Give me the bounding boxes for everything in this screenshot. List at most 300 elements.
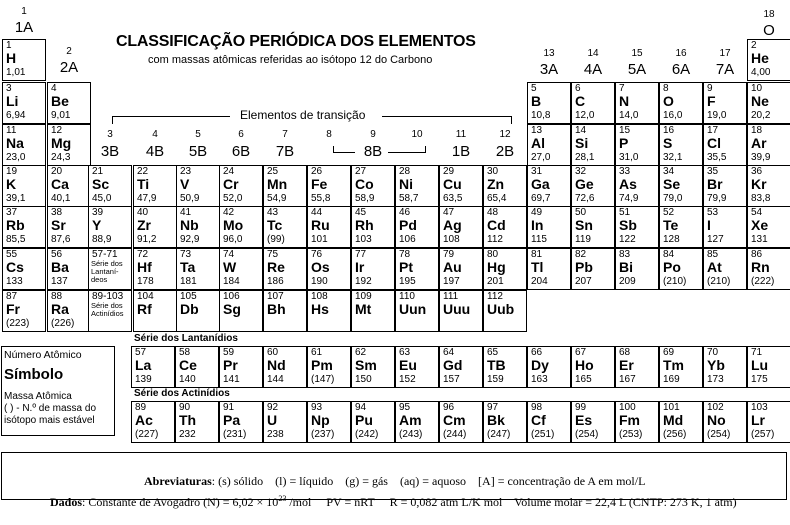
atomic-mass: (231)	[223, 429, 247, 440]
transition-bracket-right	[382, 116, 512, 117]
atomic-number: 71	[751, 347, 763, 358]
atomic-mass: 101	[311, 234, 328, 245]
group-8b-bracket-left	[333, 152, 355, 153]
page-subtitle: com massas atômicas referidas ao isótopo 12 do Carbono	[148, 54, 433, 66]
element-cell-gd	[439, 346, 483, 388]
element-cell-dy	[527, 346, 571, 388]
element-symbol: Cm	[443, 412, 466, 428]
element-symbol: Ag	[443, 217, 462, 233]
atomic-number: 54	[751, 207, 763, 218]
atomic-mass: 140	[179, 374, 196, 385]
atomic-number: 24	[223, 166, 235, 177]
transition-bracket-left	[112, 116, 230, 117]
atomic-mass: (253)	[619, 429, 643, 440]
element-cell-tm	[659, 346, 703, 388]
element-cell-ba	[47, 248, 91, 290]
element-cell-cs	[2, 248, 46, 290]
element-cell-pt	[395, 248, 439, 290]
atomic-number: 20	[51, 166, 63, 177]
atomic-number: 55	[6, 249, 18, 260]
element-cell-ca	[47, 165, 91, 207]
atomic-mass: 141	[223, 374, 240, 385]
atomic-mass: (244)	[443, 429, 467, 440]
atomic-number: 16	[663, 125, 675, 136]
element-symbol: Ra	[51, 301, 69, 317]
element-symbol: Db	[180, 301, 199, 317]
atomic-mass: 186	[267, 276, 284, 287]
atomic-number: 79	[443, 249, 455, 260]
atomic-number: 1	[6, 40, 12, 51]
element-cell-no	[703, 401, 747, 443]
atomic-number: 89	[135, 402, 147, 413]
legend-atomic-number: Número Atômico	[4, 349, 82, 361]
element-symbol: Ta	[180, 259, 196, 275]
element-cell-pa	[219, 401, 263, 443]
atomic-mass: 9,01	[51, 110, 71, 121]
element-symbol: Ne	[751, 93, 769, 109]
element-symbol: Es	[575, 412, 593, 428]
element-symbol: Fr	[6, 301, 20, 317]
element-symbol: Nd	[267, 357, 286, 373]
element-cell-uuu	[439, 290, 483, 332]
element-cell-pr	[219, 346, 263, 388]
atomic-mass: 16,0	[663, 110, 683, 121]
atomic-mass: (99)	[267, 234, 285, 245]
element-cell-tc	[263, 206, 307, 248]
group-number-11: 11	[455, 129, 467, 140]
element-cell-ag	[439, 206, 483, 248]
element-cell-f	[703, 82, 747, 124]
element-symbol: TB	[487, 357, 506, 373]
atomic-number: 73	[180, 249, 192, 260]
series-note: Série dos Lantaní- deos	[91, 259, 123, 284]
atomic-mass: 184	[223, 276, 240, 287]
atomic-number: 98	[531, 402, 543, 413]
atomic-number: 43	[267, 207, 279, 218]
actinides-label: Série dos Actinídios	[134, 388, 230, 399]
abbr-text: : (s) sólido (l) = líquido (g) = gás (aq) = aquoso [A] = concentração de A em mol/L	[211, 474, 646, 488]
atomic-number: 11	[6, 125, 17, 136]
atomic-mass: 24,3	[51, 152, 71, 163]
element-symbol: C	[575, 93, 586, 109]
element-cell-lr	[747, 401, 790, 443]
element-symbol: At	[707, 259, 722, 275]
element-cell-ta	[176, 248, 220, 290]
element-symbol: Cs	[6, 259, 24, 275]
group-number-1: 1	[21, 6, 27, 17]
element-symbol: Am	[399, 412, 422, 428]
atomic-mass: (256)	[663, 429, 687, 440]
atomic-number: 63	[399, 347, 411, 358]
element-symbol: W	[223, 259, 237, 275]
atomic-mass: 238	[267, 429, 284, 440]
element-cell-hg	[483, 248, 527, 290]
element-cell-be	[47, 82, 91, 124]
element-cell-cf	[527, 401, 571, 443]
legend-mass-3: isótopo mais estável	[4, 415, 95, 426]
element-symbol: Pa	[223, 412, 241, 428]
group-label-1: 1A	[14, 19, 34, 36]
atomic-mass: 58,7	[399, 193, 419, 204]
atomic-number: 74	[223, 249, 235, 260]
atomic-number: 103	[751, 402, 768, 413]
element-symbol: Lu	[751, 357, 769, 373]
element-cell-cu	[439, 165, 483, 207]
atomic-number: 104	[137, 291, 154, 302]
atomic-mass: (243)	[399, 429, 423, 440]
element-symbol: Sr	[51, 217, 66, 233]
element-cell-sn	[571, 206, 615, 248]
legend-mass-1: Massa Atômica	[4, 391, 72, 402]
element-cell-re	[263, 248, 307, 290]
group-label-4: 4B	[145, 143, 165, 160]
atomic-mass: 115	[531, 234, 547, 245]
element-symbol: Md	[663, 412, 684, 428]
element-cell-sr	[47, 206, 91, 248]
group-label-11: 1B	[451, 143, 471, 160]
atomic-mass: 52,0	[223, 193, 243, 204]
element-cell-lu	[747, 346, 790, 388]
atomic-mass: 106	[399, 234, 416, 245]
element-symbol: Mt	[355, 301, 372, 317]
atomic-mass: 103	[355, 234, 372, 245]
atomic-mass: 131	[751, 234, 768, 245]
atomic-mass: 169	[663, 374, 680, 385]
element-symbol: Tm	[663, 357, 684, 373]
atomic-mass: 175	[751, 374, 768, 385]
element-cell-nb	[176, 206, 220, 248]
element-cell-po	[659, 248, 703, 290]
element-symbol: U	[267, 412, 278, 428]
atomic-number: 65	[487, 347, 499, 358]
element-cell-md	[659, 401, 703, 443]
atomic-mass: 201	[487, 276, 504, 287]
atomic-mass: 190	[311, 276, 328, 287]
atomic-number: 82	[575, 249, 587, 260]
element-cell-ni	[395, 165, 439, 207]
element-cell-zn	[483, 165, 527, 207]
atomic-mass: 58,9	[355, 193, 375, 204]
atomic-mass: (226)	[51, 318, 75, 329]
group-number-8: 8	[326, 129, 332, 140]
atomic-mass: 4,00	[751, 67, 771, 78]
element-symbol: In	[531, 217, 544, 233]
atomic-mass: 32,1	[663, 152, 683, 163]
atomic-number: 78	[399, 249, 411, 260]
element-symbol: Po	[663, 259, 681, 275]
element-cell-fe	[307, 165, 351, 207]
element-cell-ce	[175, 346, 219, 388]
element-symbol: Tl	[531, 259, 544, 275]
atomic-mass: 87,6	[51, 234, 71, 245]
group-number-13: 13	[543, 48, 555, 59]
atomic-mass: 65,4	[487, 193, 507, 204]
atomic-number: 87	[6, 291, 18, 302]
atomic-number: 5	[531, 83, 537, 94]
atomic-mass: 150	[355, 374, 372, 385]
atomic-mass: 197	[443, 276, 460, 287]
element-cell-pd	[395, 206, 439, 248]
element-cell-pb	[571, 248, 615, 290]
atomic-number: 108	[311, 291, 328, 302]
group-8b-bracket-right	[388, 152, 426, 153]
element-symbol: Th	[179, 412, 197, 428]
atomic-mass: 55,8	[311, 193, 331, 204]
element-symbol: Bh	[267, 301, 286, 317]
atomic-mass: 122	[619, 234, 636, 245]
element-cell-ho	[571, 346, 615, 388]
element-cell-la	[131, 346, 175, 388]
element-symbol: He	[751, 50, 769, 66]
atomic-mass: 209	[619, 276, 636, 287]
atomic-mass: 204	[531, 276, 548, 287]
element-symbol: Si	[575, 135, 589, 151]
atomic-number: 17	[707, 125, 719, 136]
atomic-number: 69	[663, 347, 675, 358]
atomic-number: 109	[355, 291, 372, 302]
element-cell-sm	[351, 346, 395, 388]
element-symbol: Hs	[311, 301, 329, 317]
element-cell-yb	[703, 346, 747, 388]
element-symbol: Bk	[487, 412, 505, 428]
element-cell-rn	[747, 248, 790, 290]
element-symbol: Ce	[179, 357, 197, 373]
element-symbol: Ge	[575, 176, 594, 192]
atomic-number: 97	[487, 402, 499, 413]
atomic-mass: 45,0	[92, 193, 112, 204]
atomic-number: 112	[487, 291, 503, 302]
element-symbol: Ga	[531, 176, 550, 192]
element-symbol: H	[6, 50, 17, 66]
element-symbol: Be	[51, 93, 69, 109]
group-number-10: 10	[411, 129, 423, 140]
element-cell-tb	[483, 346, 527, 388]
group-number-7: 7	[282, 129, 288, 140]
element-symbol: Ni	[399, 176, 413, 192]
data-text-2: /mol PV = nRT R = 0,082 atm L/K mol Volume molar = 22,4 L (CNTP: 273 K, 1 atm)	[286, 495, 737, 509]
element-symbol: Rn	[751, 259, 770, 275]
element-symbol: Mo	[223, 217, 244, 233]
atomic-number: 62	[355, 347, 367, 358]
transition-bracket-right-tick	[511, 116, 512, 124]
element-cell-uub	[483, 290, 527, 332]
page-title: CLASSIFICAÇÃO PERIÓDICA DOS ELEMENTOS	[116, 33, 476, 50]
atomic-mass: 163	[531, 374, 548, 385]
atomic-mass: 167	[619, 374, 636, 385]
atomic-mass: 127	[707, 234, 724, 245]
atomic-number: 35	[707, 166, 719, 177]
atomic-number: 9	[707, 83, 713, 94]
atomic-number: 51	[619, 207, 631, 218]
element-cell-os	[307, 248, 351, 290]
atomic-number: 34	[663, 166, 675, 177]
element-symbol: Yb	[707, 357, 725, 373]
element-symbol: Al	[531, 135, 545, 151]
atomic-number: 33	[619, 166, 631, 177]
atomic-number: 26	[311, 166, 323, 177]
group-label-14: 4A	[583, 61, 603, 78]
element-symbol: Pr	[223, 357, 238, 373]
element-cell-co	[351, 165, 395, 207]
element-cell-cr	[219, 165, 263, 207]
group-number-15: 15	[631, 48, 643, 59]
element-symbol: Pt	[399, 259, 413, 275]
atomic-mass: 192	[355, 276, 372, 287]
element-symbol: Ir	[355, 259, 365, 275]
element-symbol: As	[619, 176, 637, 192]
atomic-number: 7	[619, 83, 625, 94]
atomic-number: 19	[6, 166, 18, 177]
element-symbol: K	[6, 176, 17, 192]
element-cell-uun	[395, 290, 439, 332]
footer-data-line	[32, 479, 737, 525]
element-cell-es	[571, 401, 615, 443]
atomic-mass: 10,8	[531, 110, 551, 121]
atomic-mass: 112	[487, 234, 503, 245]
element-symbol: Bi	[619, 259, 633, 275]
element-symbol: Zn	[487, 176, 505, 192]
group-number-17: 17	[719, 48, 731, 59]
atomic-number: 111	[443, 291, 459, 302]
atomic-mass: 165	[575, 374, 592, 385]
atomic-number: 36	[751, 166, 763, 177]
atomic-mass: 14,0	[619, 110, 639, 121]
element-cell-ge	[571, 165, 615, 207]
group-label-16: 6A	[671, 61, 691, 78]
atomic-number: 99	[575, 402, 587, 413]
element-cell-fm	[615, 401, 659, 443]
atomic-number: 15	[619, 125, 631, 136]
element-cell-ra	[47, 290, 91, 332]
atomic-number: 56	[51, 249, 63, 260]
atomic-number: 92	[267, 402, 279, 413]
atomic-mass: 47,9	[137, 193, 157, 204]
abbr-label: Abreviaturas	[144, 474, 212, 488]
atomic-number: 102	[707, 402, 724, 413]
atomic-number: 68	[619, 347, 631, 358]
element-symbol: Sg	[223, 301, 241, 317]
atomic-number: 89-103	[92, 291, 124, 302]
group-number-16: 16	[675, 48, 687, 59]
atomic-number: 37	[6, 207, 18, 218]
element-symbol: Y	[92, 217, 102, 233]
element-cell-hs	[307, 290, 351, 332]
element-cell-al	[527, 124, 571, 166]
group-label-7: 7B	[275, 143, 295, 160]
element-cell-sc	[88, 165, 132, 207]
atomic-number: 67	[575, 347, 587, 358]
element-symbol: N	[619, 93, 630, 109]
atomic-number: 100	[619, 402, 636, 413]
atomic-mass: 31,0	[619, 152, 639, 163]
atomic-number: 25	[267, 166, 279, 177]
element-symbol: Mn	[267, 176, 288, 192]
data-label: Dados	[50, 495, 83, 509]
atomic-number: 93	[311, 402, 323, 413]
element-cell-th	[175, 401, 219, 443]
atomic-number: 47	[443, 207, 455, 218]
atomic-number: 8	[663, 83, 669, 94]
atomic-mass: 152	[399, 374, 416, 385]
element-symbol: Uuu	[443, 301, 471, 317]
atomic-mass: 144	[267, 374, 284, 385]
atomic-mass: 83,8	[751, 193, 771, 204]
element-cell-si	[571, 124, 615, 166]
element-cell-xe	[747, 206, 790, 248]
element-symbol: Re	[267, 259, 285, 275]
atomic-number: 45	[355, 207, 367, 218]
element-symbol: Pm	[311, 357, 333, 373]
element-cell-te	[659, 206, 703, 248]
element-symbol: Cd	[487, 217, 506, 233]
element-cell-n	[615, 82, 659, 124]
atomic-number: 83	[619, 249, 631, 260]
element-cell-rh	[351, 206, 395, 248]
atomic-mass: 50,9	[180, 193, 200, 204]
element-symbol: Li	[6, 93, 19, 109]
element-symbol: Gd	[443, 357, 463, 373]
element-symbol: Sb	[619, 217, 637, 233]
element-cell-ac	[131, 401, 175, 443]
element-cell-ti	[133, 165, 177, 207]
element-symbol: Sn	[575, 217, 593, 233]
element-symbol: Se	[663, 176, 681, 192]
atomic-number: 46	[399, 207, 411, 218]
transition-bracket-left-tick	[112, 116, 113, 124]
atomic-mass: 19,0	[707, 110, 727, 121]
atomic-mass: 181	[180, 276, 197, 287]
atomic-mass: 139	[135, 374, 152, 385]
element-symbol: Ru	[311, 217, 330, 233]
group-label-12: 2B	[495, 143, 515, 160]
atomic-number: 80	[487, 249, 499, 260]
group-number-14: 14	[587, 48, 599, 59]
group-number-12: 12	[499, 129, 511, 140]
element-cell-h	[2, 39, 46, 81]
atomic-mass: 39,1	[6, 193, 26, 204]
element-symbol: B	[531, 93, 542, 109]
atomic-number: 28	[399, 166, 411, 177]
element-cell-mo	[219, 206, 263, 248]
group-number-18: 18	[763, 9, 775, 20]
group-label-6: 6B	[231, 143, 251, 160]
atomic-number: 61	[311, 347, 323, 358]
legend-symbol: Símbolo	[4, 366, 64, 383]
element-symbol: Ti	[137, 176, 150, 192]
element-cell-mt	[351, 290, 395, 332]
atomic-number: 57-71	[92, 249, 118, 260]
element-cell-er	[615, 346, 659, 388]
element-symbol: Te	[663, 217, 679, 233]
group-label-15: 5A	[627, 61, 647, 78]
element-symbol: Na	[6, 135, 24, 151]
atomic-number: 110	[399, 291, 415, 302]
element-symbol: Hg	[487, 259, 506, 275]
atomic-number: 86	[751, 249, 763, 260]
atomic-mass: (242)	[355, 429, 379, 440]
group-label-17: 7A	[715, 61, 735, 78]
element-cell-sg	[219, 290, 263, 332]
atomic-mass: 128	[663, 234, 680, 245]
element-cell-ir	[351, 248, 395, 290]
atomic-mass: 27,0	[531, 152, 551, 163]
element-symbol: Ar	[751, 135, 767, 151]
element-symbol: Nb	[180, 217, 199, 233]
atomic-mass: (227)	[135, 429, 159, 440]
element-cell-se	[659, 165, 703, 207]
element-cell-am	[395, 401, 439, 443]
element-cell-bi	[615, 248, 659, 290]
